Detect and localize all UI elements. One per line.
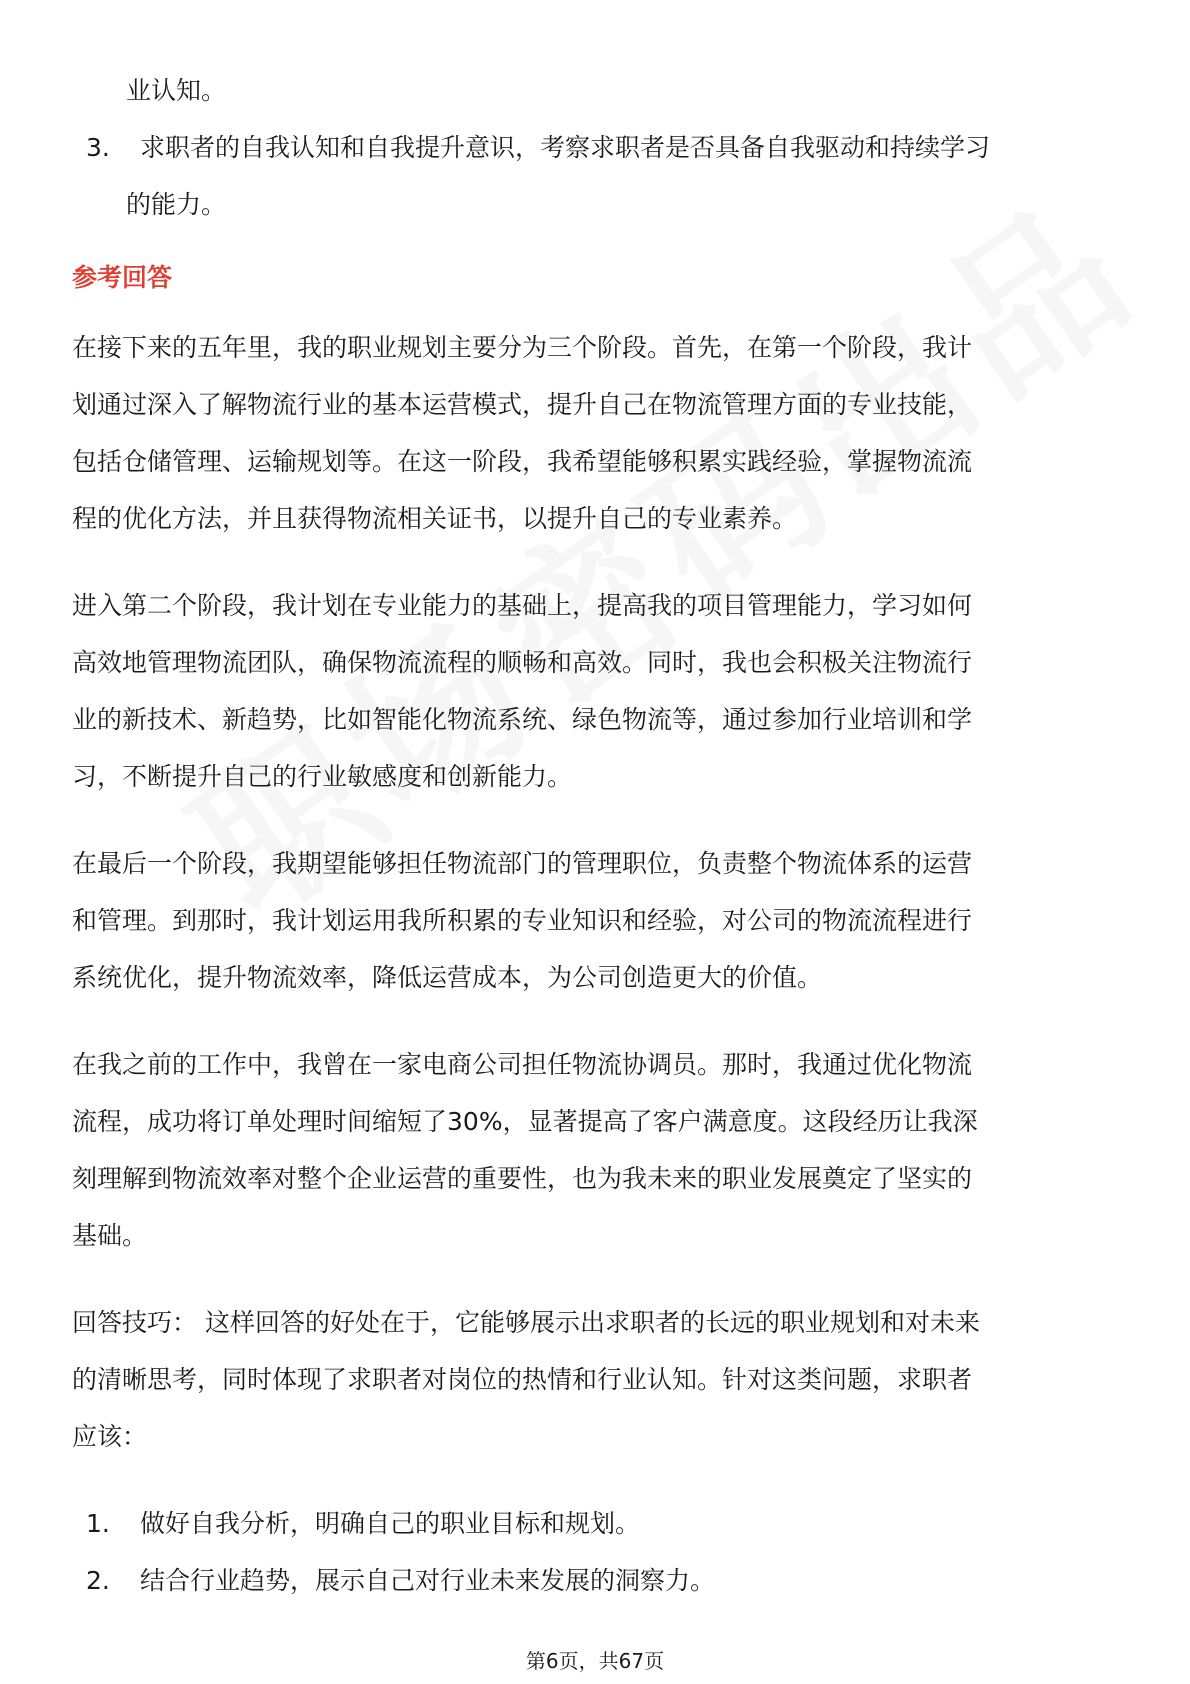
text-line: 业的新技术、新趋势，比如智能化物流系统、绿色物流等，通过参加行业培训和学 bbox=[72, 705, 973, 734]
text-line: 的清晰思考，同时体现了求职者对岗位的热情和行业认知。针对这类问题，求职者 bbox=[72, 1365, 973, 1394]
text-line: 应该： bbox=[72, 1422, 148, 1451]
text-line: 高效地管理物流团队，确保物流流程的顺畅和高效。同时，我也会积极关注物流行 bbox=[72, 648, 973, 677]
top-list bbox=[72, 62, 1118, 233]
text-line: 包括仓储管理、运输规划等。在这一阶段，我希望能够积累实践经验，掌握物流流 bbox=[72, 447, 973, 476]
paragraph-2 bbox=[72, 577, 1118, 805]
list-item bbox=[72, 1552, 1118, 1609]
text-line: 流程，成功将订单处理时间缩短了30%，显著提高了客户满意度。这段经历让我深 bbox=[72, 1107, 978, 1136]
text-line: 在接下来的五年里，我的职业规划主要分为三个阶段。首先，在第一个阶段，我计 bbox=[72, 333, 973, 362]
text-line: 在我之前的工作中，我曾在一家电商公司担任物流协调员。那时，我通过优化物流 bbox=[72, 1050, 973, 1079]
list-item-text: 结合行业趋势，展示自己对行业未来发展的洞察力。 bbox=[140, 1566, 716, 1595]
list-item-text: 求职者的自我认知和自我提升意识，考察求职者是否具备自我驱动和持续学习 bbox=[140, 133, 991, 162]
list-number: 3. bbox=[86, 133, 110, 162]
text-line: 划通过深入了解物流行业的基本运营模式，提升自己在物流管理方面的专业技能， bbox=[72, 390, 973, 419]
list-item-text: 做好自我分析，明确自己的职业目标和规划。 bbox=[140, 1509, 641, 1538]
document-body bbox=[72, 62, 1118, 1609]
paragraph-3 bbox=[72, 835, 1118, 1006]
text-line: 在最后一个阶段，我期望能够担任物流部门的管理职位，负责整个物流体系的运营 bbox=[72, 849, 973, 878]
list-item-3 bbox=[72, 119, 1118, 176]
text-line: 和管理。到那时，我计划运用我所积累的专业知识和经验，对公司的物流流程进行 bbox=[72, 906, 973, 935]
paragraph-1 bbox=[72, 319, 1118, 547]
list-item-continuation: 业认知。 bbox=[126, 76, 227, 105]
list-item-text-continued: 的能力。 bbox=[126, 190, 227, 219]
page-number-footer: 第6页，共67页 bbox=[525, 1649, 665, 1673]
text-line: 习，不断提升自己的行业敏感度和创新能力。 bbox=[72, 762, 573, 791]
section-heading: 参考回答 bbox=[72, 263, 173, 292]
list-number: 1. bbox=[86, 1509, 110, 1538]
text-line: 刻理解到物流效率对整个企业运营的重要性，也为我未来的职业发展奠定了坚实的 bbox=[72, 1164, 973, 1193]
tips-list bbox=[72, 1495, 1118, 1609]
text-line: 程的优化方法，并且获得物流相关证书，以提升自己的专业素养。 bbox=[72, 504, 798, 533]
text-line: 系统优化，提升物流效率，降低运营成本，为公司创造更大的价值。 bbox=[72, 963, 823, 992]
answer-tips-paragraph bbox=[72, 1294, 1118, 1465]
text-line: 回答技巧： 这样回答的好处在于，它能够展示出求职者的长远的职业规划和对未来 bbox=[72, 1308, 980, 1337]
paragraph-4 bbox=[72, 1036, 1118, 1264]
text-line: 进入第二个阶段，我计划在专业能力的基础上，提高我的项目管理能力，学习如何 bbox=[72, 591, 973, 620]
list-number: 2. bbox=[86, 1566, 110, 1595]
list-item bbox=[72, 1495, 1118, 1552]
text-line: 基础。 bbox=[72, 1221, 148, 1250]
